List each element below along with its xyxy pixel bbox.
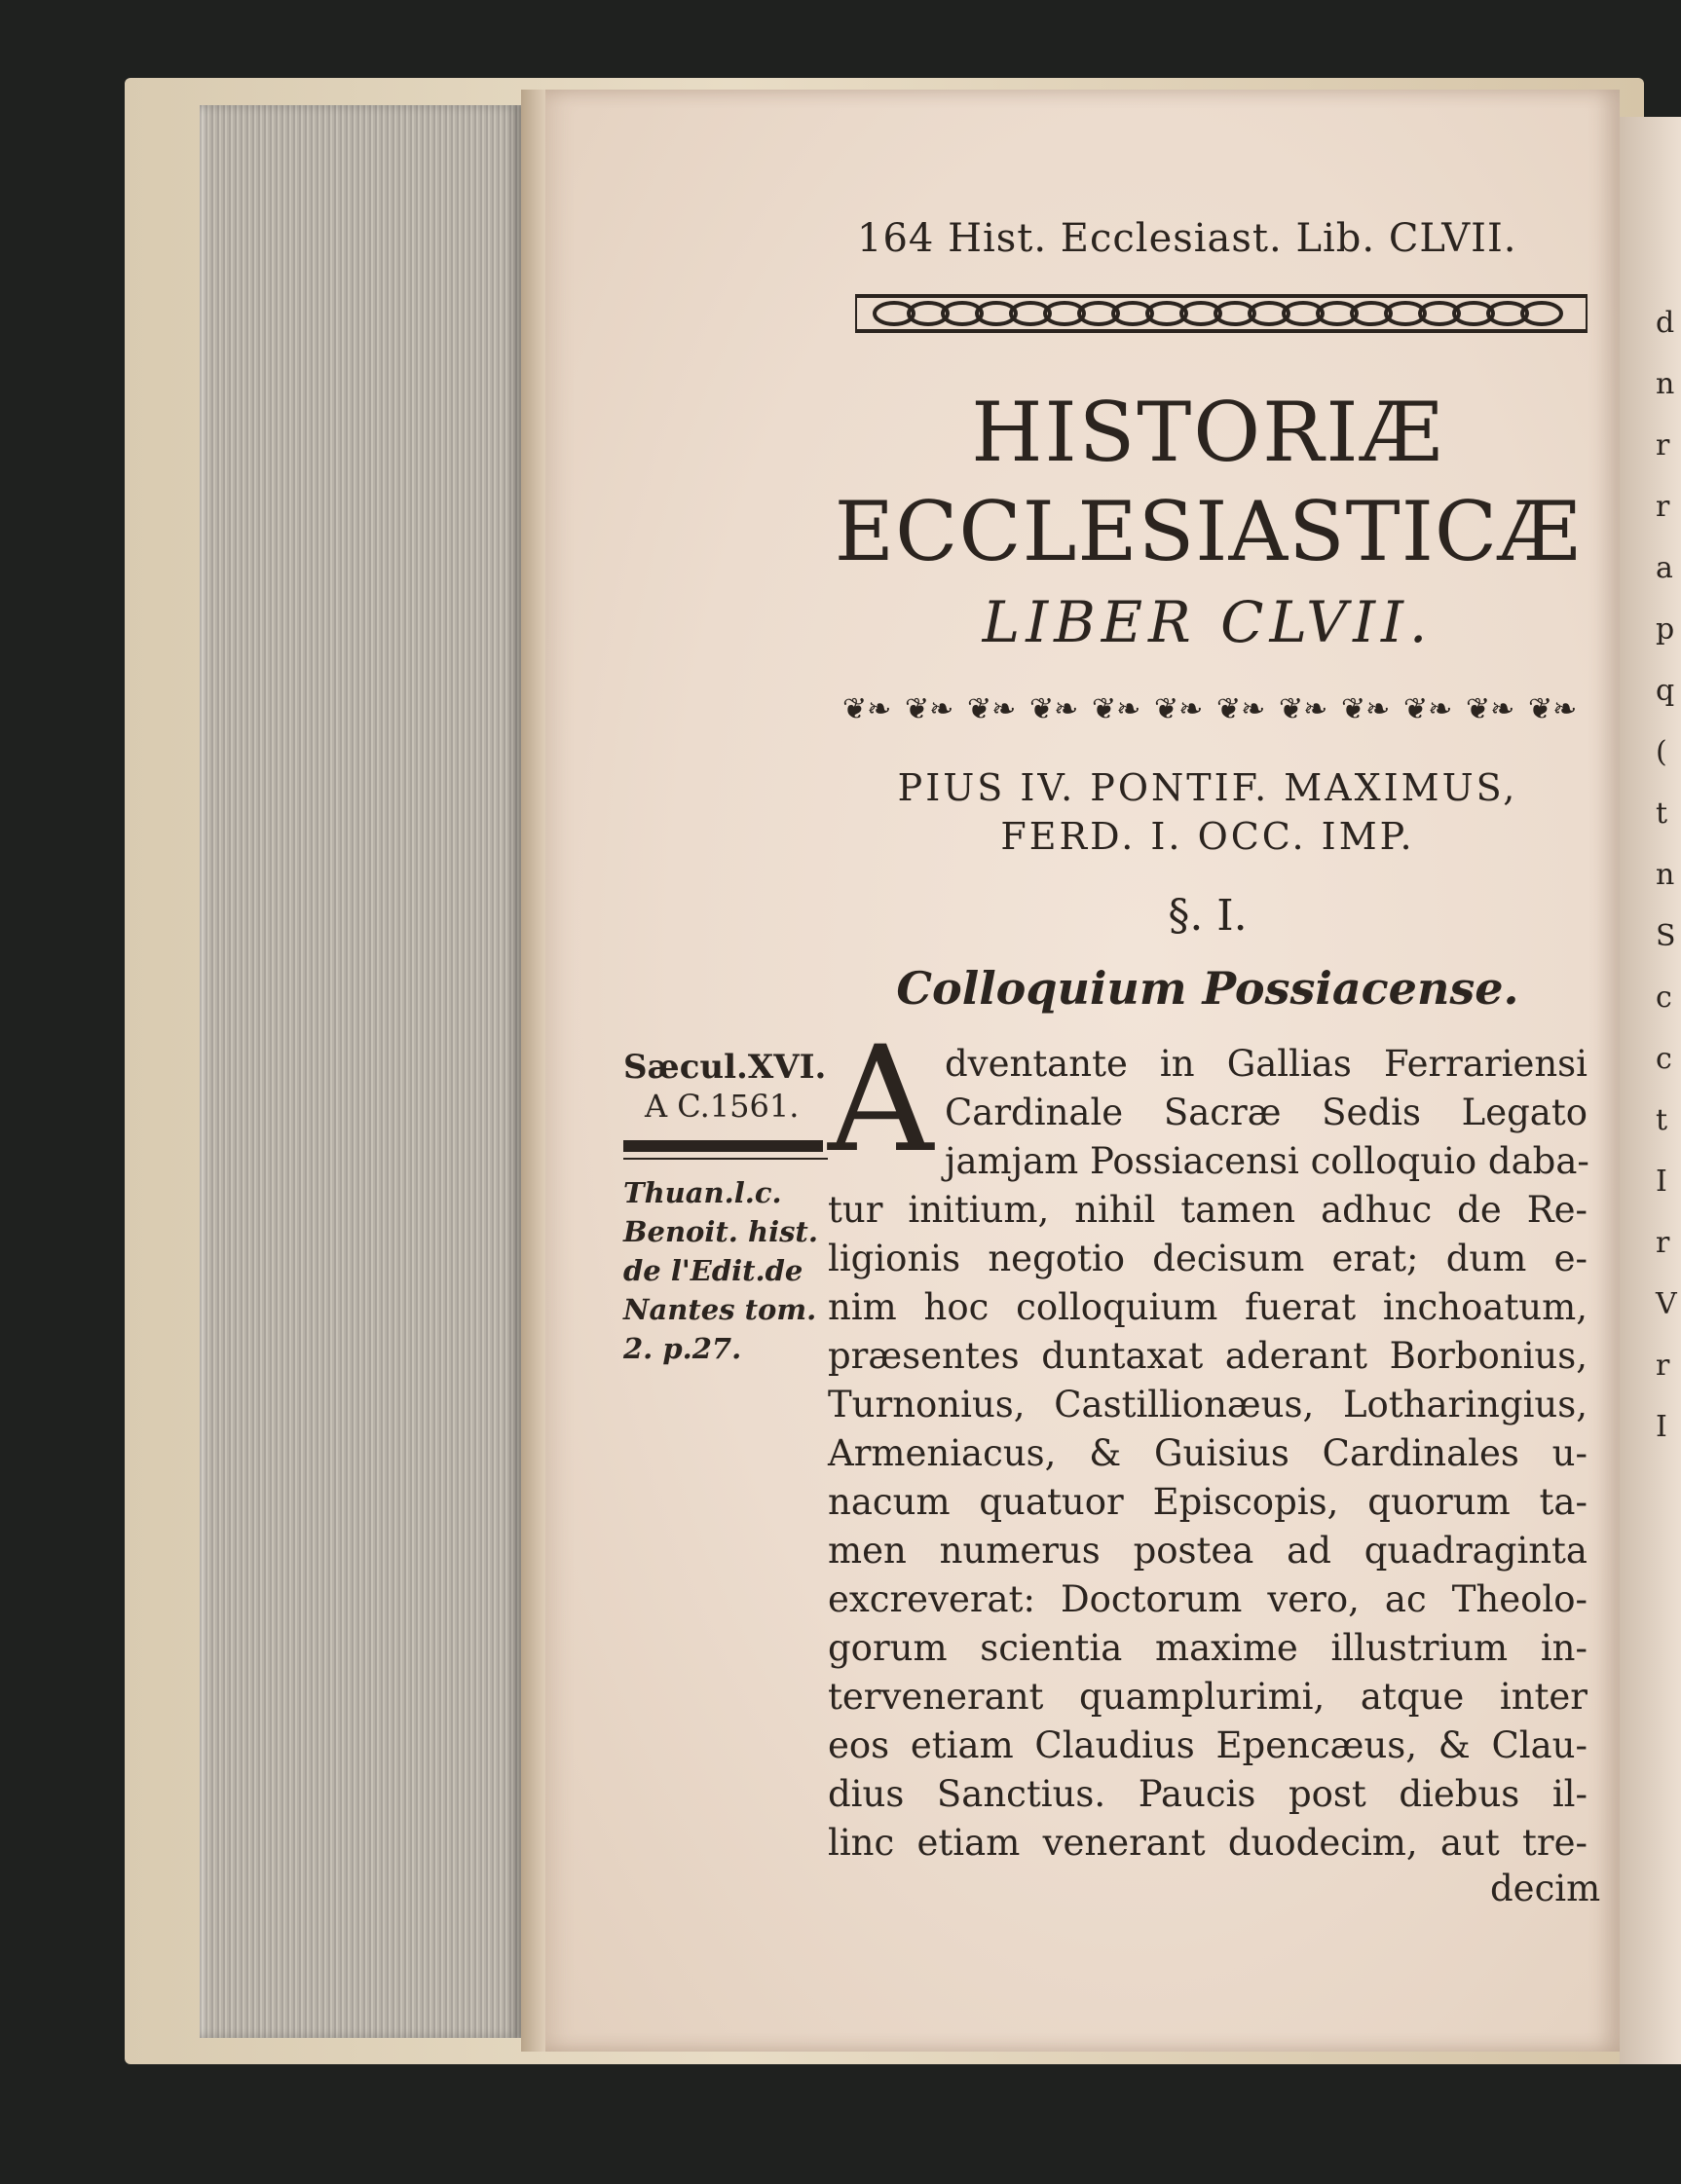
fleuron-glyph: ❦❧ [1029,692,1079,726]
facing-page-letter: c [1656,1042,1672,1076]
body-line: linc etiam venerant duodecim, aut tre- [828,1822,1588,1864]
fleuron-glyph: ❦❧ [967,692,1017,726]
facing-page-letter: ( [1656,735,1667,769]
body-line: Turnonius, Castillionæus, Lotharingius, [828,1384,1588,1425]
fleuron-glyph: ❦❧ [905,692,954,726]
fleuron-glyph: ❦❧ [1403,692,1453,726]
facing-page-letter: r [1656,490,1670,524]
drop-cap: A [828,1016,934,1185]
margin-ref: 2. p.27. [623,1332,742,1365]
margin-ref: de l'Edit.de [623,1254,803,1287]
fleuron-glyph: ❦❧ [842,692,892,726]
facing-page-letter: a [1656,551,1673,585]
facing-page-letter: t [1656,1103,1668,1137]
facing-page-letter: r [1656,1349,1670,1383]
facing-page-letter: q [1656,674,1675,708]
facing-page-letter: t [1656,796,1668,831]
running-head: 164 Hist. Ecclesiast. Lib. CLVII. [857,216,1517,261]
facing-page-letter: I [1656,1410,1667,1444]
body-line: dventante in Gallias Ferrariensi [945,1043,1588,1085]
facing-page-letter: n [1656,367,1675,401]
facing-page-letter: n [1656,858,1675,892]
margin-year: A C.1561. [645,1088,800,1125]
margin-ref: Thuan.l.c. [623,1176,782,1209]
facing-page-letter: I [1656,1165,1667,1199]
fleuron-glyph: ❦❧ [1528,692,1578,726]
body-line: tervenerant quamplurimi, atque inter [828,1676,1588,1718]
subhead-line-1: PIUS IV. PONTIF. MAXIMUS, [897,766,1518,809]
body-text [828,1040,1588,1868]
fleuron-row-icon [833,689,1592,728]
facing-page-letter: r [1656,1226,1670,1260]
body-line: jamjam Possiacensi colloquio daba- [945,1140,1589,1182]
body-line: dius Sanctius. Paucis post diebus il- [828,1773,1588,1815]
page-edges [200,105,521,2038]
facing-page-letter: r [1656,428,1670,463]
fleuron-glyph: ❦❧ [1092,692,1141,726]
margin-ref: Nantes tom. [623,1293,817,1326]
facing-page-letter: S [1656,919,1676,953]
fleuron-glyph: ❦❧ [1466,692,1515,726]
title-line-1: HISTORIÆ [971,385,1444,480]
body-line: eos etiam Claudius Epencæus, & Clau- [828,1724,1588,1766]
title-line-3: LIBER CLVII. [982,589,1434,655]
body-line: nim hoc colloquium fuerat inchoatum, [828,1286,1588,1328]
title-line-2: ECCLESIASTICÆ [834,484,1582,579]
fleuron-glyph: ❦❧ [1279,692,1328,726]
facing-page-letter: d [1656,306,1675,340]
margin-era: Sæcul.XVI. [623,1048,827,1087]
catchword: decim [1490,1868,1601,1909]
section-title: Colloquium Possiacense. [896,962,1519,1015]
body-line: Cardinale Sacræ Sedis Legato [945,1092,1588,1133]
ornament-bar-icon [855,292,1588,335]
fleuron-glyph: ❦❧ [1216,692,1266,726]
facing-page-letters [1656,292,1681,1458]
section-mark: §. I. [1168,891,1248,941]
body-line: ligionis negotio decisum erat; dum e- [828,1238,1588,1279]
body-line: tur initium, nihil tamen adhuc de Re- [828,1189,1588,1231]
body-line: nacum quatuor Episcopis, quorum ta- [828,1481,1588,1523]
margin-references [623,1173,833,1368]
fleuron-glyph: ❦❧ [1341,692,1391,726]
facing-page-letter: c [1656,981,1672,1015]
margin-note [623,1047,833,1368]
facing-page-letter: V [1656,1287,1677,1321]
body-line: gorum scientia maxime illustrium in- [828,1627,1588,1669]
fleuron-glyph: ❦❧ [1154,692,1204,726]
margin-rule-thin [623,1158,828,1160]
body-line: excreverat: Doctorum vero, ac Theolo- [828,1578,1588,1620]
body-line: men numerus postea ad quadraginta [828,1530,1588,1572]
subhead-line-2: FERD. I. OCC. IMP. [1000,815,1415,858]
margin-rule [623,1140,823,1152]
body-line: Armeniacus, & Guisius Cardinales u- [828,1432,1588,1474]
facing-page-letter: p [1656,612,1675,647]
margin-ref: Benoit. hist. [623,1215,818,1248]
body-line: præsentes duntaxat aderant Borbonius, [828,1335,1588,1377]
